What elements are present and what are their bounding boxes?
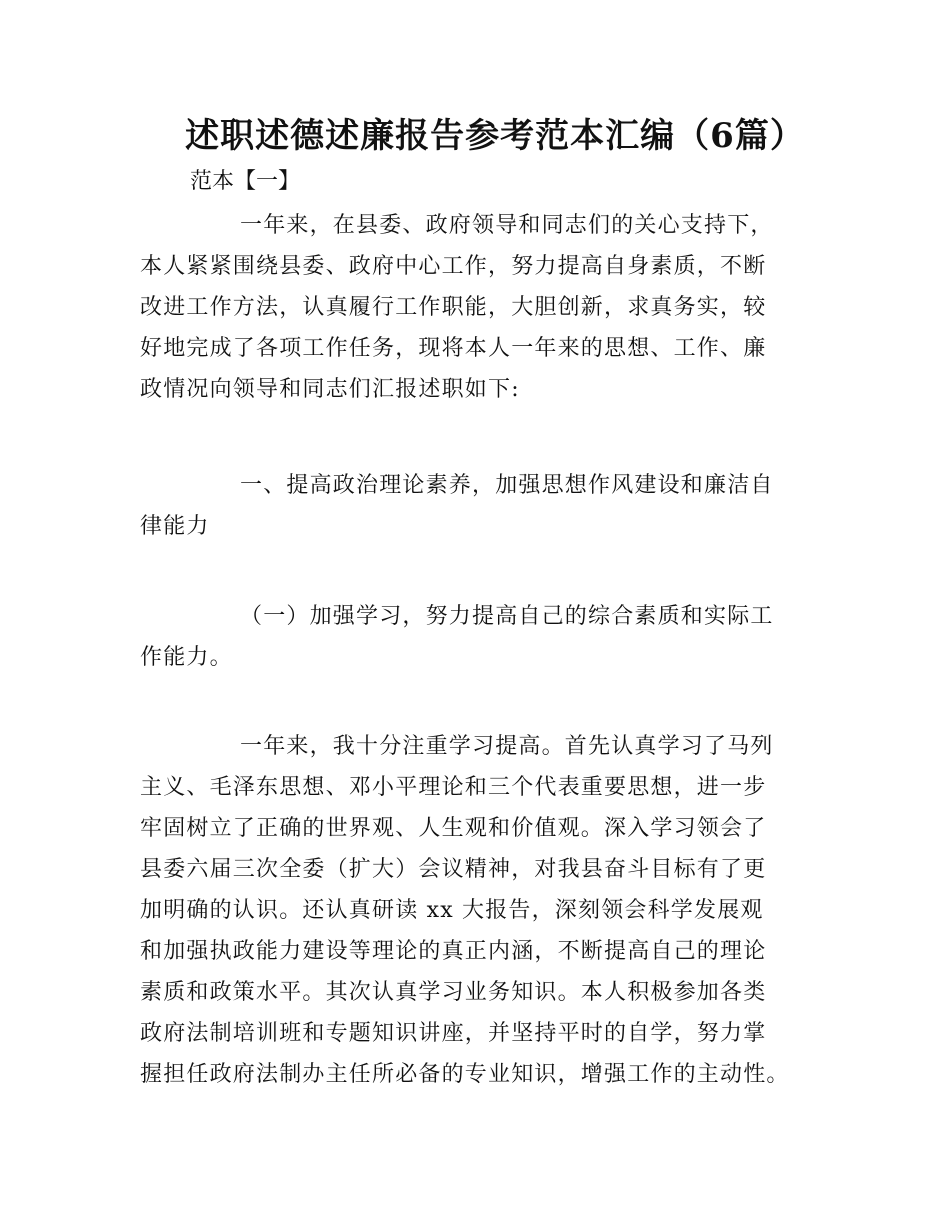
paragraph-line: （一）加强学习，努力提高自己的综合素质和实际工 [240, 604, 774, 629]
paragraph-study [140, 726, 830, 1095]
paragraph-line: 政情况向领导和同志们汇报述职如下: [140, 377, 520, 402]
paragraph-line: 县委六届三次全委（扩大）会议精神，对我县奋斗目标有了更 [140, 857, 767, 882]
document-subtitle: 范本【一】 [190, 169, 301, 194]
document-title: 述职述德述廉报告参考范本汇编（6篇） [185, 116, 805, 156]
paragraph-line: 好地完成了各项工作任务，现将本人一年来的思想、工作、廉 [140, 336, 767, 361]
paragraph-line: 加明确的认识。还认真研读 xx 大报告，深刻领会科学发展观 [140, 898, 764, 923]
paragraph-line: 作能力。 [140, 645, 233, 670]
paragraph-line: 律能力 [140, 514, 210, 539]
paragraph-line: 政府法制培训班和专题知识讲座，并坚持平时的自学，努力掌 [140, 1021, 767, 1046]
paragraph-line: 一、提高政治理论素养，加强思想作风建设和廉洁自 [240, 473, 774, 498]
paragraph-line: 主义、毛泽东思想、邓小平理论和三个代表重要思想，进一步 [140, 775, 767, 800]
paragraph-intro [140, 205, 830, 410]
paragraph-line: 素质和政策水平。其次认真学习业务知识。本人积极参加各类 [140, 980, 767, 1005]
paragraph-line: 一年来，我十分注重学习提高。首先认真学习了马列 [240, 734, 774, 759]
paragraph-line: 和加强执政能力建设等理论的真正内涵，不断提高自己的理论 [140, 939, 767, 964]
paragraph-line: 改进工作方法，认真履行工作职能，大胆创新，求真务实，较 [140, 295, 767, 320]
paragraph-line: 一年来，在县委、政府领导和同志们的关心支持下， [240, 213, 774, 238]
paragraph-line: 牢固树立了正确的世界观、人生观和价值观。深入学习领会了 [140, 816, 767, 841]
section-heading-1 [140, 465, 830, 547]
paragraph-line: 握担任政府法制办主任所必备的专业知识，增强工作的主动性。 [140, 1062, 790, 1087]
subsection-heading-1 [140, 596, 830, 678]
paragraph-line: 本人紧紧围绕县委、政府中心工作，努力提高自身素质，不断 [140, 254, 767, 279]
